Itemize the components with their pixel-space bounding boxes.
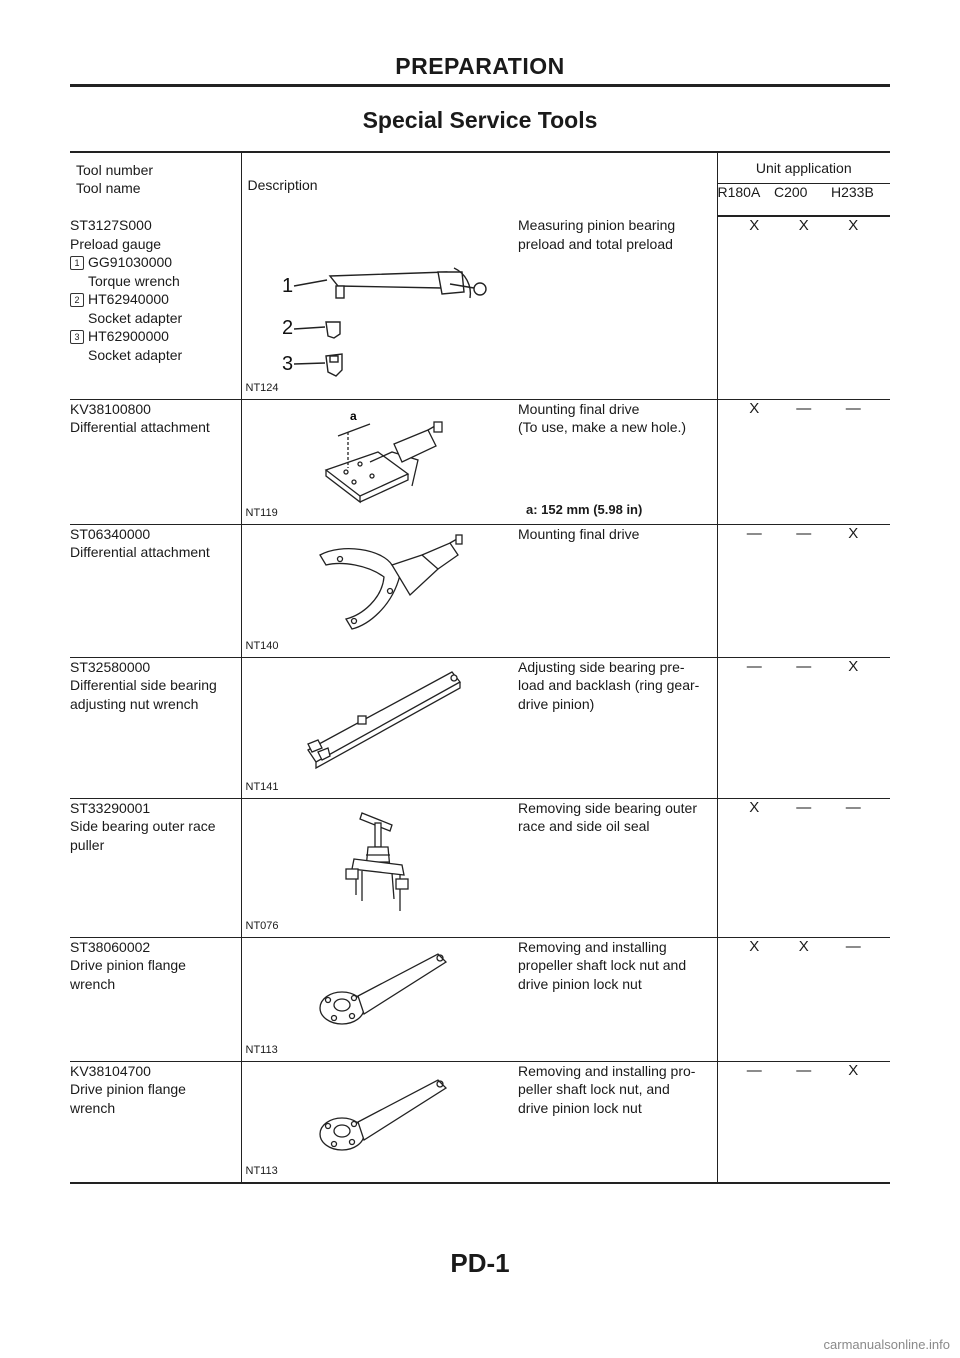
tool-number: ST38060002	[70, 938, 151, 955]
table-header-row	[70, 152, 890, 184]
description-cell	[518, 399, 717, 524]
app-r180a: X	[749, 798, 760, 816]
description-cell	[518, 216, 717, 399]
tool-number: ST3127S000	[70, 217, 152, 233]
tool-name: adjusting nut wrench	[70, 695, 199, 712]
tool-number: ST33290001	[70, 799, 151, 816]
figure-cell	[241, 798, 518, 937]
callout-2: 2	[281, 317, 293, 339]
description-line: drive pinion lock nut	[518, 975, 642, 992]
description-line: Mounting final drive	[518, 400, 640, 417]
tool-number: KV38100800	[70, 400, 151, 417]
table-row	[70, 937, 890, 1061]
description-line: Removing side bearing outer	[518, 799, 697, 816]
unit-application-cell	[717, 937, 890, 1061]
tool-number: KV38104700	[70, 1062, 151, 1079]
figure-code: NT113	[245, 1165, 278, 1177]
preload-gauge-illustration	[242, 216, 519, 399]
unit-application-cell	[717, 524, 890, 657]
subpart-number: GG91030000	[88, 254, 173, 270]
page-heading: Special Service Tools	[362, 107, 598, 133]
differential-attachment-illustration	[242, 400, 519, 525]
description-cell	[518, 524, 717, 657]
description-line: preload and total preload	[518, 235, 673, 252]
tool-name: Differential attachment	[70, 419, 210, 435]
tool-id-cell	[70, 524, 241, 657]
unit-application-cell	[717, 399, 890, 524]
app-c200: X	[798, 217, 809, 234]
tool-column-header	[70, 152, 241, 216]
tool-id-cell	[70, 399, 241, 524]
section-title: PREPARATION	[395, 53, 565, 79]
app-h233b: X	[848, 524, 859, 542]
figure-code: NT141	[245, 780, 279, 793]
figure-cell	[241, 657, 518, 798]
model-r180a: R180A	[717, 184, 774, 217]
table-row	[70, 657, 890, 798]
description-line: drive pinion)	[518, 695, 595, 712]
description-line: Mounting final drive	[518, 525, 640, 542]
callout-1: 1	[281, 275, 293, 297]
app-h233b: X	[848, 657, 859, 675]
app-c200: —	[796, 524, 812, 542]
unit-application-cell	[717, 657, 890, 798]
description-cell	[518, 1061, 717, 1183]
description-line: Adjusting side bearing pre-	[518, 658, 685, 675]
subpart-1	[70, 253, 241, 272]
model-c200: C200	[774, 184, 831, 217]
puller-illustration	[242, 799, 519, 938]
unit-application-header: Unit application	[717, 152, 890, 184]
flange-wrench-illustration	[242, 1062, 519, 1184]
app-c200: X	[798, 937, 809, 955]
app-h233b: —	[845, 937, 861, 955]
app-c200: —	[796, 399, 812, 417]
subpart-name: Torque wrench	[88, 272, 180, 289]
special-service-tools-table	[70, 151, 890, 1184]
table-row	[70, 524, 890, 657]
subpart-2	[70, 290, 241, 309]
app-h233b: —	[845, 798, 861, 816]
figure-code: NT076	[245, 919, 279, 932]
tool-number: ST32580000	[70, 658, 151, 675]
dimension-label-a: a	[349, 408, 357, 423]
flange-wrench-illustration	[242, 938, 519, 1062]
subpart-name: Socket adapter	[88, 309, 183, 326]
description-cell	[518, 937, 717, 1061]
app-h233b: X	[848, 1061, 859, 1079]
tool-name: Differential side bearing	[70, 677, 217, 693]
description-line: (To use, make a new hole.)	[518, 419, 687, 435]
tool-name: Preload gauge	[70, 235, 162, 252]
table-row	[70, 798, 890, 937]
description-line: load and backlash (ring gear-	[518, 677, 700, 693]
subpart-number: HT62940000	[88, 291, 169, 307]
subpart-3	[70, 327, 241, 346]
tool-name: Side bearing outer race	[70, 818, 216, 834]
tool-id-cell	[70, 216, 241, 399]
figure-code: NT113	[245, 1043, 278, 1056]
figure-cell	[241, 216, 518, 399]
table-row	[70, 399, 890, 524]
subpart-index: 2	[70, 293, 84, 307]
dimension-note: a: 152 mm (5.98 in)	[526, 502, 643, 517]
subpart-index: 1	[70, 256, 84, 270]
subpart-index: 3	[70, 330, 84, 344]
app-c200: —	[796, 657, 812, 675]
app-r180a: X	[749, 399, 760, 417]
app-c200: —	[796, 798, 812, 816]
tool-name: puller	[70, 836, 105, 853]
figure-cell	[241, 1061, 518, 1183]
unit-application-cell	[717, 798, 890, 937]
tool-id-cell	[70, 657, 241, 798]
app-r180a: X	[749, 217, 760, 234]
description-line: drive pinion lock nut	[518, 1099, 642, 1116]
figure-cell	[241, 524, 518, 657]
figure-code: NT119	[245, 506, 278, 519]
callout-3: 3	[281, 353, 293, 375]
description-line: propeller shaft lock nut and	[518, 957, 687, 973]
app-c200: —	[796, 1061, 812, 1079]
app-h233b: —	[845, 399, 861, 417]
description-cell	[518, 798, 717, 937]
figure-code: NT124	[245, 381, 279, 394]
figure-code: NT140	[245, 639, 279, 652]
app-r180a: —	[746, 657, 762, 675]
unit-application-cell	[717, 216, 890, 399]
app-r180a: X	[749, 937, 760, 955]
subpart-name: Socket adapter	[88, 346, 183, 363]
unit-application-cell	[717, 1061, 890, 1183]
description-line: Measuring pinion bearing	[518, 217, 676, 233]
tool-name: wrench	[70, 1099, 116, 1116]
description-column-header: Description	[241, 152, 717, 216]
figure-cell	[241, 937, 518, 1061]
nut-wrench-illustration	[242, 658, 519, 799]
description-line: peller shaft lock nut, and	[518, 1081, 670, 1097]
tools-table-wrap	[70, 151, 890, 1184]
model-h233b: H233B	[831, 184, 890, 217]
watermark: carmanualsonline.info	[823, 1337, 950, 1352]
tool-id-cell	[70, 1061, 241, 1183]
tool-name: Differential attachment	[70, 544, 210, 560]
table-row	[70, 1061, 890, 1183]
subpart-number: HT62900000	[88, 328, 169, 344]
page-number: PD-1	[450, 1248, 510, 1278]
description-line: race and side oil seal	[518, 818, 650, 834]
tool-id-cell	[70, 937, 241, 1061]
app-r180a: —	[746, 1061, 762, 1079]
tool-number: ST06340000	[70, 525, 151, 542]
app-h233b: X	[848, 217, 859, 234]
header-tool-number: Tool number	[76, 162, 154, 178]
figure-cell	[241, 399, 518, 524]
tool-name: Drive pinion flange	[70, 1081, 186, 1097]
header-tool-name: Tool name	[76, 180, 141, 196]
tool-name: Drive pinion flange	[70, 957, 186, 973]
app-r180a: —	[746, 524, 762, 542]
description-cell	[518, 657, 717, 798]
tool-id-cell	[70, 798, 241, 937]
yoke-attachment-illustration	[242, 525, 519, 658]
title-rule	[70, 84, 890, 87]
description-line: Removing and installing pro-	[518, 1062, 696, 1079]
table-row	[70, 216, 890, 399]
tool-name: wrench	[70, 975, 116, 992]
description-line: Removing and installing	[518, 938, 667, 955]
